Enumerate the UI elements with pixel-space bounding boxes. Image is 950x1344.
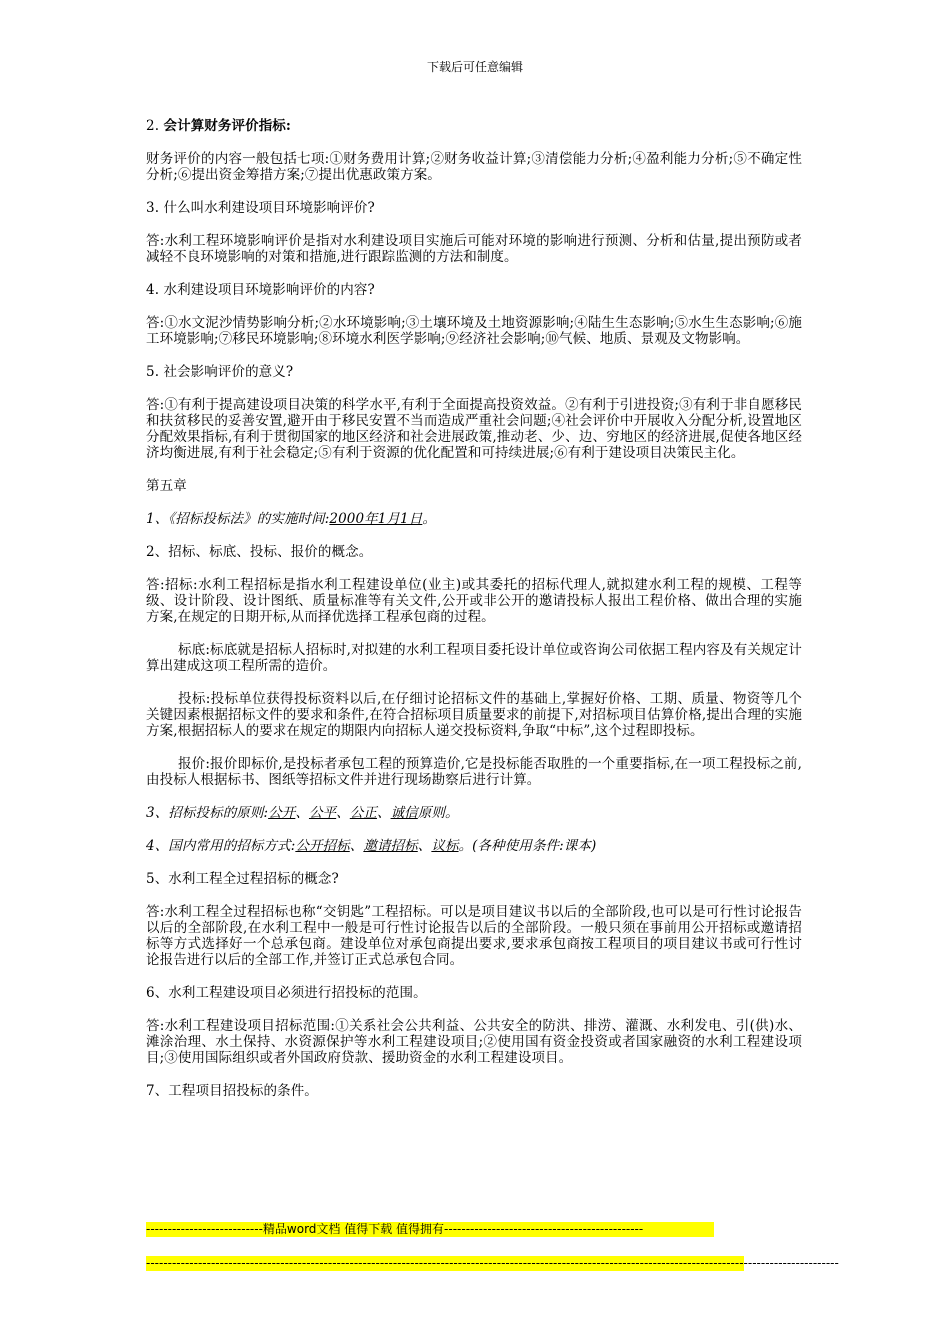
principle-just: 公正 [349, 805, 377, 821]
chapter-q2-answer-bidding: 答:招标:水利工程招标是指水利工程建设单位(业主)或其委托的招标代理人,就拟建水利工程的规模、工程等级、设计阶段、设计图纸、质量标准等有关文件,公开或非公开的邀请投标人报出工程价格、做出合理的实施方案,在规定的日期开标,从而择优选择工程承包商的过程。 [146, 577, 802, 625]
q1-prefix: 1、《招标投标法》的实施时间: [146, 511, 330, 527]
chapter-q5-heading: 5、水利工程全过程招标的概念? [146, 871, 339, 887]
principle-open: 公开 [268, 805, 296, 821]
question-3-heading: 3. 什么叫水利建设项目环境影响评价? [146, 200, 375, 216]
separator: 、 [295, 805, 309, 821]
question-title: 会计算财务评价指标: [163, 118, 291, 134]
q4-suffix: 。(各种使用条件:课本) [458, 838, 597, 854]
method-open-bidding: 公开招标 [295, 838, 350, 854]
q3-prefix: 3、招标投标的原则: [146, 805, 269, 821]
page-header: 下载后可任意编辑 [426, 60, 523, 74]
question-4-answer: 答:①水文泥沙情势影响分析;②水环境影响;③土壤环境及土地资源影响;④陆生生态影响;⑤水生生态影响;⑥施工环境影响;⑦移民环境影响;⑧环境水利医学影响;⑨经济社会影响;⑩气候、地质、景观及文物影响。 [146, 315, 802, 347]
q1-suffix: 。 [422, 511, 436, 527]
method-invited-bidding: 邀请招标 [363, 838, 418, 854]
question-4-heading: 4. 水利建设项目环境影响评价的内容? [146, 282, 375, 298]
principle-fair: 公平 [308, 805, 337, 821]
separator: 、 [417, 838, 432, 854]
footer-divider: ---------------------------------------------------------------------------------------------------------------------------------------------------------------- [146, 1256, 839, 1270]
chapter-q3 [146, 805, 802, 821]
separator: 、 [336, 805, 350, 821]
question-3-answer: 答:水利工程环境影响评价是指对水利建设项目实施后可能对环境的影响进行预测、分析和估量,提出预防或者减轻不良环境影响的对策和措施,进行跟踪监测的方法和制度。 [146, 233, 802, 265]
principle-honest: 诚信 [390, 805, 418, 821]
q4-prefix: 4、国内常用的招标方式: [146, 838, 296, 854]
chapter-q1 [146, 511, 802, 527]
chapter-q2-answer-quote: 报价:报价即标价,是投标者承包工程的预算造价,它是投标能否取胜的一个重要指标,在一项工程投标之前,由投标人根据标书、图纸等招标文件并进行现场勘察后进行计算。 [146, 756, 802, 788]
footer-banner: ---------------------------精品word文档 值得下载 值得拥有---------------------------------------------- [146, 1222, 714, 1237]
chapter-q6-answer: 答:水利工程建设项目招标范围:①关系社会公共利益、公共安全的防洪、排涝、灌溉、水利发电、引(供)水、滩涂治理、水土保持、水资源保护等水利工程建设项目;②使用国有资金投资或者国家融资的水利工程建设项目;③使用国际组织或者外国政府贷款、援助资金的水利工程建设项目。 [146, 1018, 802, 1066]
document-body [146, 118, 802, 1116]
chapter-q2-answer-tender: 投标:投标单位获得投标资料以后,在仔细讨论招标文件的基础上,掌握好价格、工期、质量、物资等几个关键因素根据招标文件的要求和条件,在符合招标项目质量要求的前提下,对招标项目估算价格,提出合理的实施方案,根据招标人的要求在规定的期限内向招标人递交投标资料,争取“中标”,这个过程即投标。 [146, 691, 802, 739]
method-negotiated: 议标 [431, 838, 459, 854]
chapter-q4 [146, 838, 802, 854]
chapter-heading: 第五章 [146, 478, 187, 494]
question-2-heading [146, 118, 802, 134]
separator: 、 [376, 805, 391, 821]
chapter-q2-answer-base-price: 标底:标底就是招标人招标时,对拟建的水利工程项目委托设计单位或咨询公司依据工程内容及有关规定计算出建成这项工程所需的造价。 [146, 642, 802, 674]
question-5-answer: 答:①有利于提高建设项目决策的科学水平,有利于全面提高投资效益。②有利于引进投资;③有利于非自愿移民和扶贫移民的妥善安置,避开由于移民安置不当而造成严重社会问题;④社会评价中开展收入分配分析,设置地区分配效果指标,有利于贯彻国家的地区经济和社会进展政策,推动老、少、边、穷地区的经济进展,促使各地区经济均衡进展,有利于社会稳定;⑤有利于资源的优化配置和可持续进展;⑥有利于建设项目决策民主化。 [146, 397, 802, 461]
question-number: 2. [146, 118, 160, 134]
question-2-answer: 财务评价的内容一般包括七项:①财务费用计算;②财务收益计算;③清偿能力分析;④盈利能力分析;⑤不确定性分析;⑥提出资金筹措方案;⑦提出优惠政策方案。 [146, 151, 802, 183]
chapter-q2-heading: 2、招标、标底、投标、报价的概念。 [146, 544, 373, 560]
chapter-q5-answer: 答:水利工程全过程招标也称“交钥匙”工程招标。可以是项目建议书以后的全部阶段,也可以是可行性讨论报告以后的全部阶段,在水利工程中一般是可行性讨论报告以后的全部阶段。一般只须在事前用公开招标或邀请招标等方式选择好一个总承包商。建设单位对承包商提出要求,要求承包商按工程项目的项目建议书或可行性讨论报告进行以后的全部工作,并签订正式总承包合同。 [146, 904, 802, 968]
chapter-q6-heading: 6、水利工程建设项目必须进行招投标的范围。 [146, 985, 427, 1001]
q1-date: 2000年1月1日 [329, 511, 423, 527]
q3-suffix: 原则。 [417, 805, 459, 821]
question-5-heading: 5. 社会影响评价的意义? [146, 364, 294, 380]
chapter-q7-heading: 7、工程项目招投标的条件。 [146, 1083, 318, 1099]
separator: 、 [349, 838, 364, 854]
